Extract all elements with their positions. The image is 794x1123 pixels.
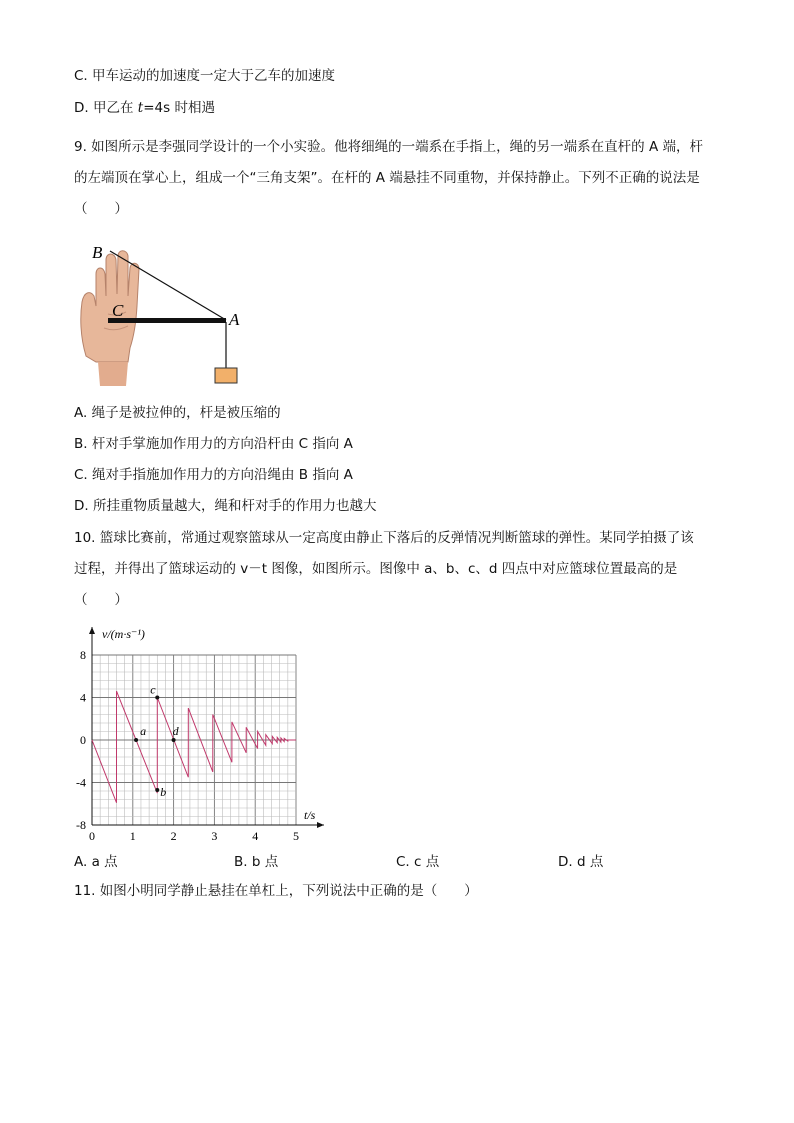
q10-option-d: D. d 点 [558,854,604,870]
chart-series [92,691,296,803]
q10-answer-blank: （ ） [74,592,128,608]
point-a-marker [134,738,138,742]
q10-stem-line1: 10. 篮球比赛前，常通过观察篮球从一定高度由静止下落后的反弹情况判断篮球的弹性。某同学拍摄了该 [74,530,694,546]
vt-chart [60,615,350,845]
q8-option-c: C. 甲车运动的加速度一定大于乙车的加速度 [74,68,336,84]
x-axis-arrow [317,822,324,828]
q10-options-row [74,850,724,870]
hanging-weight [215,368,237,383]
point-c-marker [155,696,159,700]
x-tick-label: 2 [170,829,177,843]
x-tick-label: 3 [211,829,218,843]
y-tick-label: 4 [80,690,86,705]
x-tick-label: 5 [293,829,299,843]
q9-option-b: B. 杆对手掌施加作用力的方向沿杆由 C 指向 A [74,436,353,452]
label-c: C [112,301,124,320]
point-b-marker [155,788,159,792]
q8-option-d-suffix: =4s 时相遇 [143,100,215,116]
q9-option-d: D. 所挂重物质量越大，绳和杆对手的作用力也越大 [74,498,377,514]
q9-option-a: A. 绳子是被拉伸的，杆是被压缩的 [74,405,281,421]
x-tick-label: 4 [252,829,259,843]
label-b: B [92,243,103,262]
q10-option-c: C. c 点 [396,854,440,870]
q8-option-d-var: t [137,100,144,116]
point-a-label: a [140,724,147,738]
point-d-marker [172,738,176,742]
q9-option-c: C. 绳对手指施加作用力的方向沿绳由 B 指向 A [74,467,353,483]
y-tick-label: -8 [76,818,86,832]
x-tick-label: 0 [89,829,95,843]
velocity-series-line [92,691,296,803]
label-a: A [229,310,240,329]
q9-stem-line1: 9. 如图所示是李强同学设计的一个小实验。他将细绳的一端系在手指上，绳的另一端系在直杆的 A 端，杆 [74,139,703,155]
q10-option-a: A. a 点 [74,854,118,870]
point-b-label: b [160,784,167,799]
q8-option-d-prefix: D. 甲乙在 [74,100,138,116]
q9-answer-blank: （ ） [74,201,128,217]
q9-tripod-figure [74,236,254,392]
x-tick-label: 1 [129,829,136,843]
y-tick-label: 0 [80,733,86,747]
q11-stem-line1: 11. 如图小明同学静止悬挂在单杠上，下列说法中正确的是（ ） [74,883,478,899]
point-c-label: c [150,682,156,697]
q8-option-d [74,98,215,118]
q10-option-b: B. b 点 [234,854,279,870]
q10-stem-line2: 过程，并得出了篮球运动的 v－t 图像，如图所示。图像中 a、b、c、d 四点中对应篮球位置最高的是 [74,561,678,577]
x-axis-label: t/s [304,808,316,822]
point-d-label: d [172,724,179,738]
y-tick-label: 8 [80,648,86,662]
y-axis-arrow [89,627,95,634]
y-tick-label: -4 [76,775,86,790]
rod-bar [108,318,226,323]
y-axis-label: v/(m·s⁻¹) [102,627,145,641]
q9-stem-line2: 的左端顶在掌心上，组成一个“三角支架”。在杆的 A 端悬挂不同重物，并保持静止。下列不正确的说法是 [74,170,700,186]
